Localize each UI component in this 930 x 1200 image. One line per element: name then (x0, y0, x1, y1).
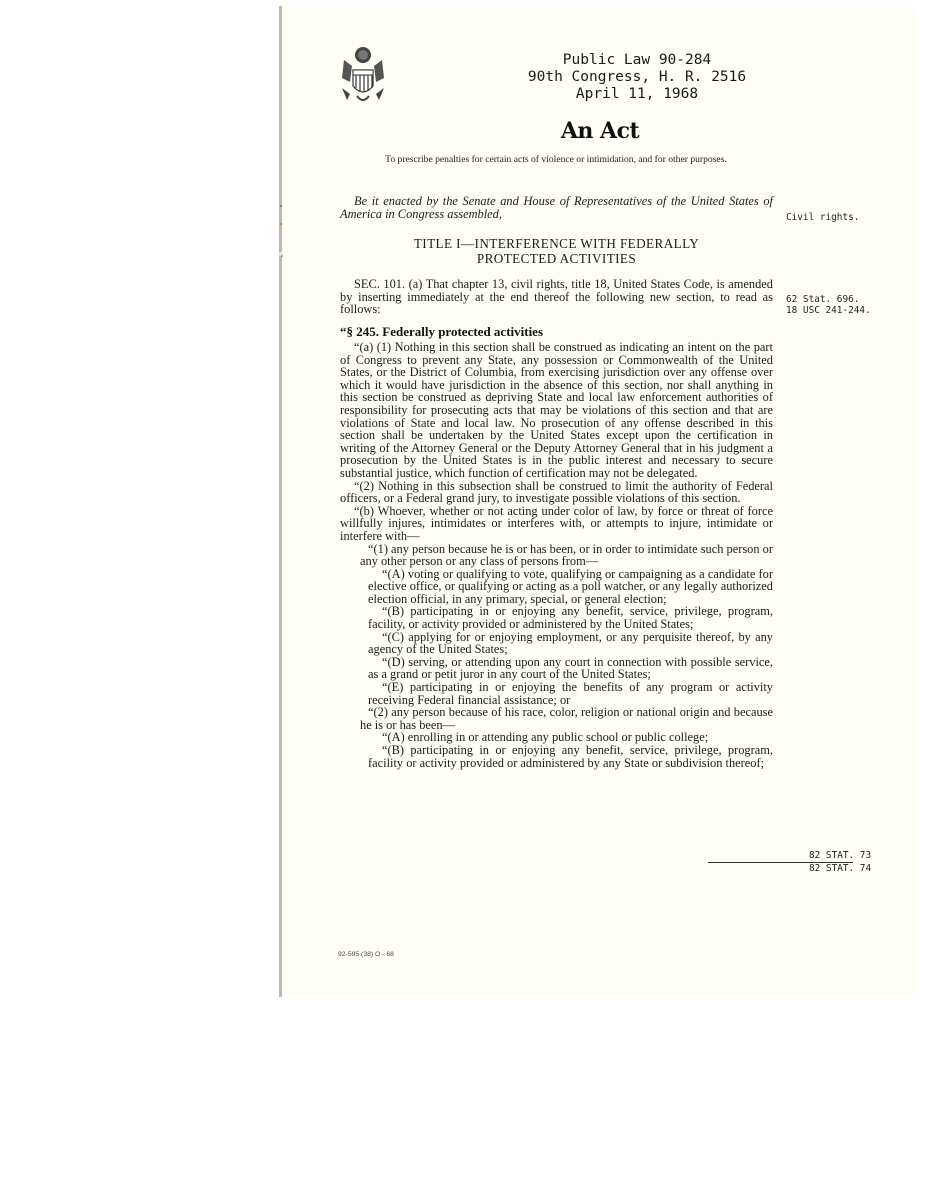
paragraph-b-1-D: “(D) serving, or attending upon any court in connection with possible service, as a grand or petit juror in any court of the United States; (368, 654, 773, 682)
paragraph-b-2-B: “(B) participating in or enjoying any benefit, service, privilege, program, facility or activity provided or administered by any State or subdivision thereof; (368, 743, 773, 770)
gpo-print-code: 92-595 (38) O - 68 (338, 951, 394, 958)
margin-note-civil-rights: Civil rights. (786, 212, 860, 223)
paragraph-a-1: “(a) (1) Nothing in this section shall be construed as indicating an intent on the part of Congress to prevent any State, any possession or Commonwealth of the United States, or the District of Columbia, from exercising jurisdiction over any offense over which it would have jurisdiction in the absence of this section, nor shall anything in this section be construed as depriving State and local law enforcement authorities of responsibility for prosecuting acts that may be violations of this section and that are violations of State and local law. No prosecution of any offense described in this section shall be undertaken by the United States except upon the certification in writing of the Attorney General or the Deputy Attorney General that in his judgment a prosecution by the United States is in the public interest and necessary to secure substantial justice, which function of certification may not be delegated. (340, 340, 773, 480)
enacting-clause: Be it enacted by the Senate and House of Representatives of the United States of America in Congress assembled, (340, 194, 773, 221)
paragraph-b-1-A: “(A) voting or qualifying to vote, qualifying or campaigning as a candidate for elective office, or qualifying or acting as a poll watcher, or any legally authorized election official, in any primary, special, or general election; (368, 566, 773, 606)
paragraph-b-1-B: “(B) participating in or enjoying any benefit, service, privilege, program, facility, or activity provided or administered by the United States; (368, 604, 773, 632)
scan-artifact-marks (278, 202, 284, 272)
section-101-intro: SEC. 101. (a) That chapter 13, civil rights, title 18, United States Code, is amended by inserting immediately at the end thereof the following new section, to read as follows: (340, 277, 773, 317)
title-heading-line-2: PROTECTED ACTIVITIES (476, 251, 637, 266)
public-law-header (282, 52, 918, 103)
act-purpose: To prescribe penalties for certain acts of violence or intimidation, and for other purposes. (385, 154, 727, 165)
scanned-document-page (279, 6, 915, 997)
section-245-body (340, 341, 773, 769)
paragraph-b: “(b) Whoever, whether or not acting under color of law, by force or threat of force willfully injures, intimidates or interferes with, or attempts to injure, intimidate or interfere with— (340, 503, 773, 543)
title-heading (340, 236, 773, 266)
paragraph-b-2-A: “(A) enrolling in or attending any public school or public college; (382, 730, 709, 745)
margin-note-stat-696: 62 Stat. 696. (786, 294, 860, 305)
title-heading-line-1: TITLE I—INTERFERENCE WITH FEDERALLY (413, 236, 700, 251)
enactment-date: April 11, 1968 (575, 86, 699, 102)
act-title (282, 118, 918, 144)
paragraph-b-1-C: “(C) applying for or enjoying employment, or any perquisite thereof, by any agency of the United States; (368, 629, 773, 657)
act-title-text: An Act (560, 118, 640, 144)
paragraph-b-1-E: “(E) participating in or enjoying the benefits of any program or activity receiving Federal financial assistance; or (368, 680, 773, 707)
paragraph-b-2: “(2) any person because of his race, color, religion or national origin and because he is or has been— (360, 705, 773, 732)
section-245-heading: “§ 245. Federally protected activities (340, 324, 544, 339)
congress-bill: 90th Congress, H. R. 2516 (527, 69, 747, 85)
public-law-number: Public Law 90-284 (562, 52, 712, 68)
paragraph-a-2: “(2) Nothing in this subsection shall be construed to limit the authority of Federal officers, or a Federal grand jury, to investigate possible violations of this section. (340, 478, 773, 506)
margin-note-stat-74: 82 STAT. 74 (809, 863, 872, 874)
margin-note-usc: 18 USC 241-244. (786, 305, 871, 316)
margin-note-stat-73: 82 STAT. 73 (809, 850, 872, 861)
paragraph-b-1: “(1) any person because he is or has been, or in order to intimidate such person or any other person or any class of persons from— (360, 541, 773, 569)
